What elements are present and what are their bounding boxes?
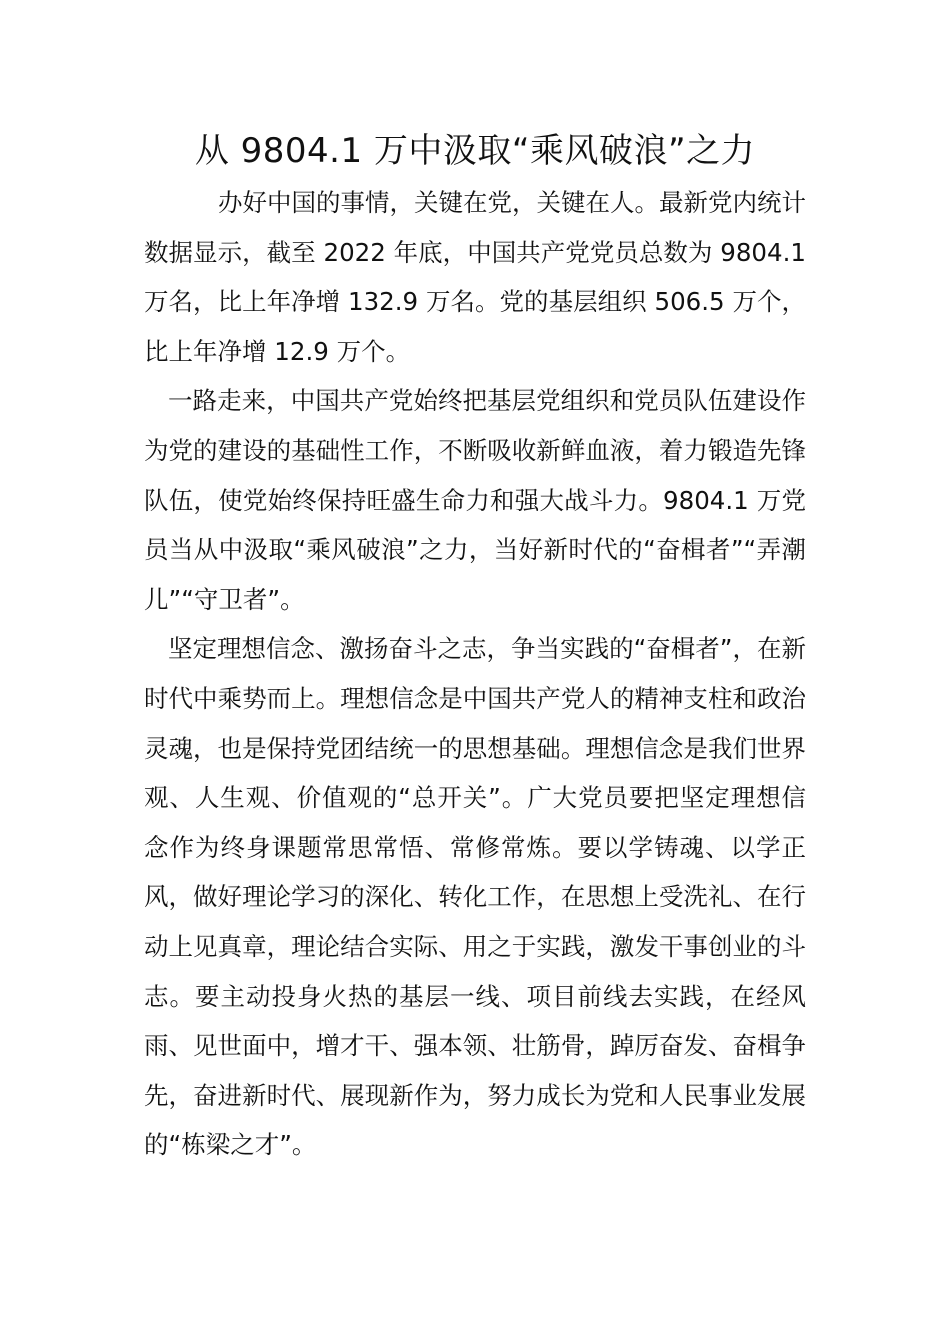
document-body — [144, 178, 806, 1170]
paragraph-1: 办好中国的事情，关键在党，关键在人。最新党内统计数据显示，截至 2022 年底，中国共产党党员总数为 9804.1 万名，比上年净增 132.9 万名。党的基层组织 506.5 万个，比上年净增 12.9 万个。 — [144, 188, 806, 366]
paragraph-3: 坚定理想信念、激扬奋斗之志，争当实践的“奋楫者”，在新时代中乘势而上。理想信念是中国共产党人的精神支柱和政治灵魂，也是保持党团结统一的思想基础。理想信念是我们世界观、人生观、价值观的“总开关”。广大党员要把坚定理想信念作为终身课题常思常悟、常修常炼。要以学铸魂、以学正风，做好理论学习的深化、转化工作，在思想上受洗礼、在行动上见真章，理论结合实际、用之于实践，激发干事创业的斗志。要主动投身火热的基层一线、项目前线去实践，在经风雨、见世面中，增才干、强本领、壮筋骨，踔厉奋发、奋楫争先，奋进新时代、展现新作为，努力成长为党和人民事业发展的“栋梁之才”。 — [144, 634, 806, 1160]
paragraph-2: 一路走来，中国共产党始终把基层党组织和党员队伍建设作为党的建设的基础性工作，不断吸收新鲜血液，着力锻造先锋队伍，使党始终保持旺盛生命力和强大战斗力。9804.1 万党员当从中汲取“乘风破浪”之力，当好新时代的“奋楫者”“弄潮儿”“守卫者”。 — [144, 386, 806, 614]
document-title: 从 9804.1 万中汲取“乘风破浪”之力 — [194, 131, 756, 171]
